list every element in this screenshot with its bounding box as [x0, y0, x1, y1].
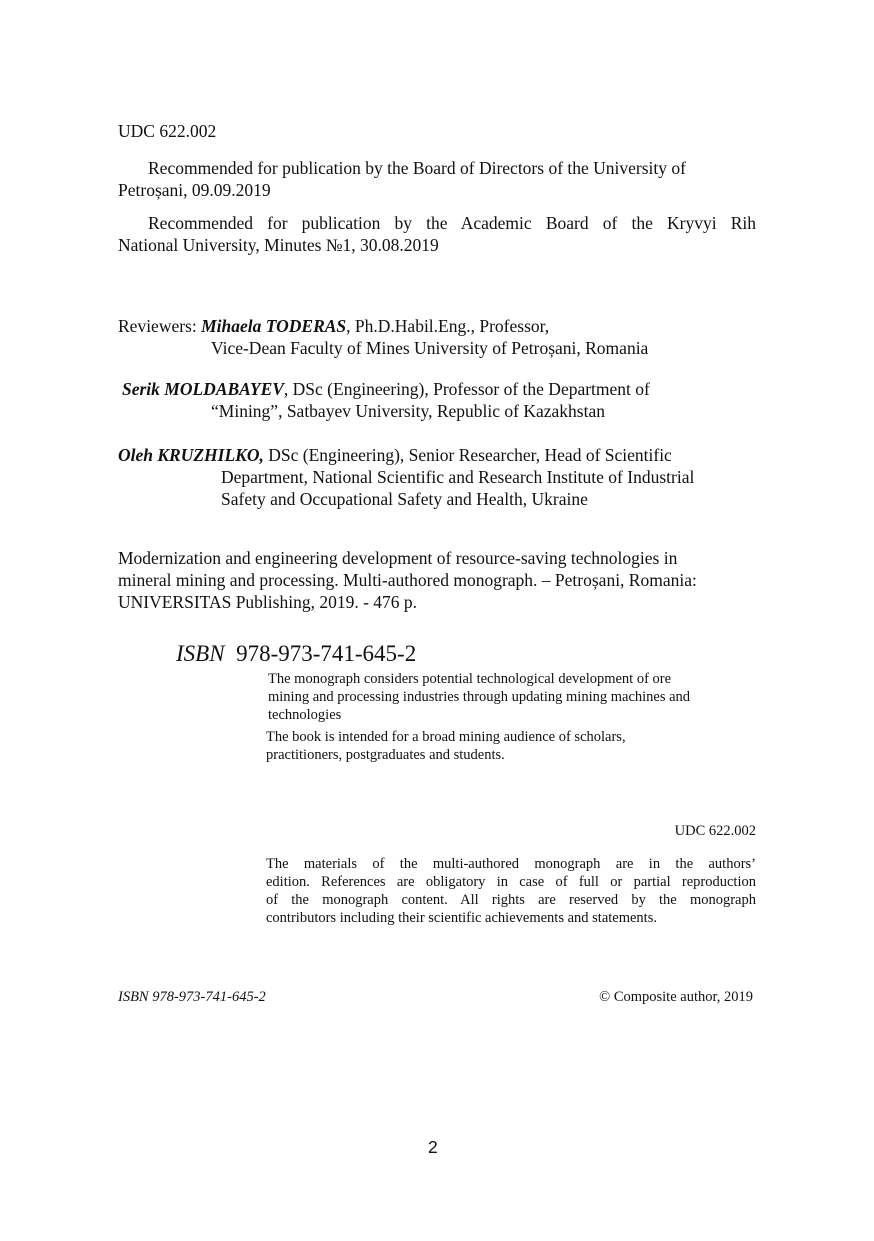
- udc-right: UDC 622.002: [674, 823, 756, 839]
- recommendation-line: National University, Minutes №1, 30.08.2019: [118, 235, 439, 255]
- recommendation-line: Recommended for publication by the Board of Directors of the University of: [148, 158, 686, 178]
- reviewer-3-line: [118, 444, 672, 466]
- abstract-line: The book is intended for a broad mining audience of scholars,: [266, 729, 626, 745]
- reviewer-affiliation: Vice-Dean Faculty of Mines University of Petroșani, Romania: [211, 338, 649, 358]
- abstract-line: The monograph considers potential technological development of ore: [268, 671, 672, 687]
- rights-line: of the monograph content. All rights are reserved by the monograph: [266, 892, 756, 908]
- footer-copyright: © Composite author, 2019: [599, 989, 753, 1005]
- reviewer-name: Oleh KRUZHILKO,: [118, 445, 264, 465]
- recommendation-line: Petroșani, 09.09.2019: [118, 180, 271, 200]
- reviewer-affiliation: Safety and Occupational Safety and Health, Ukraine: [221, 489, 588, 509]
- reviewer-name: Mihaela TODERAS: [201, 316, 347, 336]
- reviewer-affiliation: Department, National Scientific and Research Institute of Industrial: [221, 467, 695, 487]
- citation-line: mineral mining and processing. Multi-authored monograph. – Petroșani, Romania:: [118, 570, 697, 590]
- page-number: 2: [428, 1137, 438, 1157]
- abstract-line: mining and processing industries through updating mining machines and: [268, 689, 691, 705]
- reviewer-credentials: , Ph.D.Habil.Eng., Professor,: [346, 316, 550, 336]
- abstract-line: technologies: [268, 707, 342, 723]
- reviewer-name: Serik MOLDABAYEV: [122, 379, 284, 399]
- citation-line: UNIVERSITAS Publishing, 2019. - 476 p.: [118, 592, 418, 612]
- abstract-line: practitioners, postgraduates and students.: [266, 747, 505, 763]
- footer-isbn: ISBN 978-973-741-645-2: [118, 989, 266, 1005]
- rights-line: The materials of the multi-authored monograph are in the authors’: [266, 856, 756, 872]
- reviewer-affiliation: “Mining”, Satbayev University, Republic of Kazakhstan: [211, 401, 605, 421]
- recommendation-line: Recommended for publication by the Academic Board of the Kryvyi Rih: [148, 213, 756, 233]
- isbn-main: [176, 640, 416, 668]
- reviewers-label: Reviewers:: [118, 316, 197, 336]
- reviewer-2-line: [122, 378, 650, 400]
- rights-line: edition. References are obligatory in case of full or partial reproduction: [266, 874, 756, 890]
- reviewer-credentials: DSc (Engineering), Senior Researcher, Head of Scientific: [263, 445, 672, 465]
- isbn-number: 978-973-741-645-2: [236, 641, 417, 666]
- isbn-label: ISBN: [176, 641, 225, 666]
- rights-line: contributors including their scientific achievements and statements.: [266, 910, 657, 926]
- reviewer-1-line: [118, 315, 549, 337]
- reviewer-credentials: , DSc (Engineering), Professor of the Department of: [283, 379, 650, 399]
- citation-line: Modernization and engineering development of resource-saving technologies in: [118, 548, 678, 568]
- udc-top: UDC 622.002: [118, 121, 217, 141]
